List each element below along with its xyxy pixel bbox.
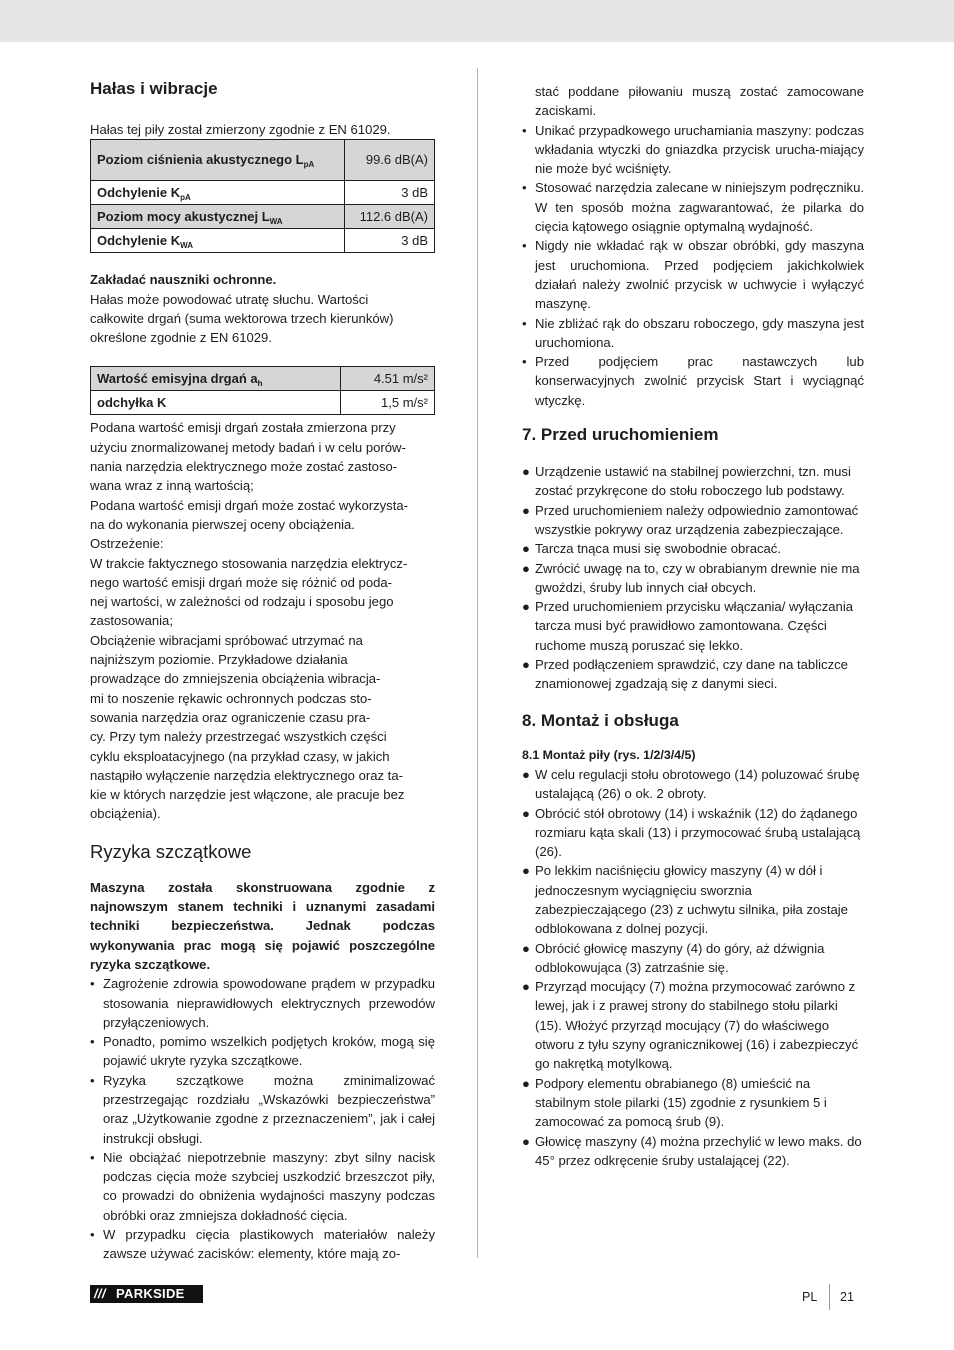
list-item: ● Przed uruchomieniem należy odpowiednio zamontować wszystkie pokrywy oraz urządzenia zabezpieczające.: [522, 502, 859, 537]
heading-residual-risk: Ryzyka szczątkowe: [90, 840, 252, 862]
list-item: • Nigdy nie wkładać rąk w obszar obróbki, gdy maszyna jest uruchomiona. Przed podjęciem jakichkolwiek działań należy zwolnić przycisk w uchwycie i wyłączyć maszynę.: [522, 238, 864, 312]
list-item: • Zagrożenie zdrowia spowodowane prądem w przypadku stosowania nieprawidłowych elektrycznych przewodów przyłączeniowych.: [90, 976, 435, 1030]
section-8-1-list: [522, 765, 864, 1170]
table-row: Odchylenie $K_{WA}$ 3 dB: [91, 229, 435, 253]
list-item: ● Głowicę maszyny (4) można przechylić w lewo maks. do 45° przez odkręcenie śruby ustalającej (22).: [522, 1133, 862, 1168]
text-line: Podana wartość emisji drgań została zmierzona przy: [90, 420, 396, 436]
text-line: Podana wartość emisji drgań może zostać wykorzysta-: [90, 497, 409, 513]
heading-section-8: 8. Montaż i obsługa: [522, 710, 679, 730]
noise-intro: Hałas tej piły został zmierzony zgodnie z EN 61029.: [90, 122, 391, 137]
text-line: obciążenia).: [90, 806, 161, 822]
table-row: Wartość emisyjna drgań $a_h$ 4.51 m/s²: [91, 367, 435, 391]
text-line: nej wartości, w zależności od rodzaju i sposobu jego: [90, 594, 394, 610]
text-line: Ostrzeżenie:: [90, 536, 164, 552]
text-line: na do wykonania pierwszej oceny obciążenia.: [90, 516, 355, 532]
text-line: nego wartość emisji drgań może się różnić od poda-: [90, 574, 393, 590]
text-line: Obciążenie wibracjami spróbować utrzymać na: [90, 632, 363, 648]
risk-list: [90, 974, 435, 1263]
text-line: zastosowania;: [90, 613, 173, 629]
section-7-list: [522, 462, 864, 694]
text-line: prowadzące do zmniejszenia obciążenia wibracja-: [90, 671, 381, 687]
table-row: Poziom mocy akustycznej $L_{WA}$ 112.6 dB(A): [91, 205, 435, 229]
list-item: • Nie obciążać niepotrzebnie maszyny: zbyt silny nacisk podczas cięcia może szybciej uszkodzić brzeszczot piły, co prowadzi do obniżenia wydajności maszyny podczas obróbki oraz zmniejsza dokładność cięcia.: [90, 1149, 435, 1223]
table-row: Odchylenie $K_{pA}$ 3 dB: [91, 181, 435, 205]
risk-intro: Maszyna została skonstruowana zgodnie z najnowszym stanem techniki i uznanymi zasadami techniki bezpieczeństwa. Jednak podczas wykonywania prac mogą się pojawić poszczególne ryzyka szczątkowe.: [90, 879, 435, 972]
list-item: • W przypadku cięcia plastikowych materiałów należy zawsze używać zacisków: elementy, które mają zo-: [90, 1227, 435, 1262]
risk-list-continued: [522, 121, 864, 410]
language-code: PL: [802, 1290, 818, 1304]
list-item: ● Urządzenie ustawić na stabilnej powierzchni, tzn. musi zostać przykręcone do stołu roboczego lub podstawy.: [522, 464, 851, 499]
vibration-line: Hałas może powodować utratę słuchu. Wartości: [90, 291, 369, 307]
subheading-8-1: 8.1 Montaż piły (rys. 1/2/3/4/5): [522, 747, 696, 762]
vibration-text: [90, 418, 435, 823]
text-line: mi to noszenie rękawic ochronnych podczas sto-: [90, 690, 372, 706]
continuation-text: stać poddane piłowaniu muszą zostać zamocowane zaciskami.: [535, 84, 864, 119]
list-item: ● Obrócić stół obrotowy (14) i wskaźnik (12) do żądanego rozmiaru kąta skali (13) i przymocować śrubą ustalającą (26).: [522, 805, 861, 860]
list-item: • Nie zbliżać rąk do obszaru roboczego, gdy maszyna jest uruchomiona.: [522, 315, 864, 350]
right-column: [522, 82, 864, 1170]
logo-text: PARKSIDE: [116, 1286, 185, 1301]
list-item: ● Zwrócić uwagę na to, czy w obrabianym drewnie nie ma gwoździ, śruby lub innych ciał obcych.: [522, 560, 860, 595]
footer-divider: [829, 1284, 830, 1310]
list-item: ● Podpory elementu obrabianego (8) umieścić na stabilnym stole pilarki (15) zgodnie z rysunkiem 5 i zamocować za pomocą śrub (9).: [522, 1075, 827, 1130]
text-line: najniższym poziomie. Przykładowe działania: [90, 652, 348, 668]
heading-noise: Hałas i wibracje: [90, 79, 218, 98]
left-column: [90, 78, 435, 1264]
text-line: cy. Przy tym należy przestrzegać wszystkich części: [90, 729, 387, 745]
list-item: ● Obrócić głowicę maszyny (4) do góry, aż dźwignia odblokowująca (3) zatrzaśnie się.: [522, 940, 825, 975]
vibration-line: określone zgodnie z EN 61029.: [90, 330, 272, 346]
list-item: • Stosować narzędzia zalecane w niniejszym podręczniku. W ten sposób można zagwarantować, że pilarka do cięcia kątowego osiągnie optymalną wydajność.: [522, 180, 864, 235]
text-line: nania narzędzia elektrycznego może zostać zastoso-: [90, 459, 398, 475]
list-item: • Ponadto, pomimo wszelkich podjętych kroków, mogą się pojawić ukryte ryzyka szczątkowe.: [90, 1034, 435, 1069]
text-line: sowania narzędzia oraz ograniczenie czasu pra-: [90, 709, 371, 725]
table-row: Poziom ciśnienia akustycznego $L_{pA}$ 99.6 dB(A): [91, 140, 435, 181]
text-line: cyklu eksploatacyjnego (na przykład czasy, w jakich: [90, 748, 390, 764]
heading-section-7: 7. Przed uruchomieniem: [522, 425, 719, 445]
text-line: nastąpiło wyłączenie narzędzia elektrycznego oraz ta-: [90, 767, 403, 783]
list-item: ● Po lekkim naciśnięciu głowicy maszyny (4) w dół i jednoczesnym wyciągnięciu sworznia zabezpieczającego (23) z uchwytu silnika, piła zostaje odblokowana z dolnej pozycji.: [522, 863, 848, 937]
top-band: [0, 0, 954, 42]
list-item: ● W celu regulacji stołu obrotowego (14) poluzować śrubę ustalającą (26) o ok. 2 obroty.: [522, 766, 860, 802]
list-item: • Ryzyka szczątkowe można zminimalizować przestrzegając rozdziału „Wskazówki bezpieczeństwa” oraz „Użytkowanie zgodne z przeznaczeniem”, jak i całej instrukcji obsługi.: [90, 1072, 435, 1146]
list-item: ● Przyrząd mocujący (7) można przymocować zarówno z lewej, jak i z prawej strony do stabilnego stołu pilarki (15). Włożyć przyrząd mocujący (7) do właściwego otworu z tyłu szyny ogranicznikowej (16) i zabezpieczyć go nakrętką motylkową.: [522, 979, 859, 1072]
vibration-table: [90, 366, 435, 415]
text-line: W trakcie faktycznego stosowania narzędzia elektrycz-: [90, 555, 408, 571]
noise-table: [90, 139, 435, 253]
page-number: 21: [840, 1290, 854, 1304]
list-item: ● Tarcza tnąca musi się swobodnie obracać.: [522, 541, 781, 557]
vibration-line: całkowite drgań (suma wektorowa trzech kierunków): [90, 310, 394, 326]
list-item: ● Przed podłączeniem sprawdzić, czy dane na tabliczce znamionowej zgadzają się z danymi sieci.: [522, 657, 848, 692]
text-line: użyciu znormalizowanej metody badań i w celu porów-: [90, 439, 406, 455]
logo-slashes: ///: [94, 1286, 106, 1301]
column-divider: [477, 68, 478, 1258]
list-item: ● Przed uruchomieniem przycisku włączania/ wyłączania tarcza musi być prawidłowo zamontowana. Części ruchome muszą poruszać się lekko.: [522, 599, 854, 653]
text-line: kie w których narzędzie jest włączone, ale pracuje bez: [90, 787, 405, 803]
table-row: odchyłka K 1,5 m/s²: [91, 391, 435, 415]
parkside-logo: [90, 1285, 203, 1303]
ear-protection-note: Zakładać nauszniki ochronne.: [90, 272, 277, 288]
list-item: • Unikać przypadkowego uruchamiania maszyny: podczas wkładania wtyczki do gniazdka przycisk urucha-miający nie może być wciśnięty.: [522, 122, 864, 177]
text-line: wana wraz z inną wartością;: [90, 478, 254, 494]
list-item: • Przed podjęciem prac nastawczych lub konserwacyjnych zwolnić przycisk Start i wyciągnąć wtyczkę.: [522, 354, 864, 408]
